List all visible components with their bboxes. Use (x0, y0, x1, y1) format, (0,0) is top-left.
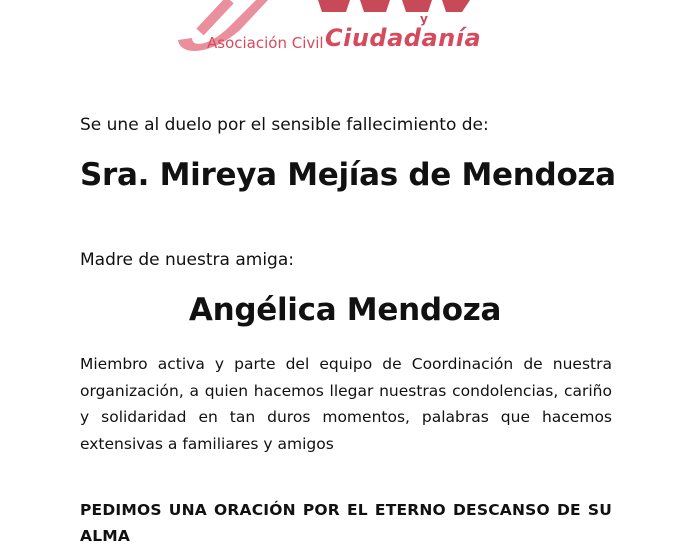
deceased-name: Sra. Mireya Mejías de Mendoza (80, 157, 616, 193)
logo-y-letter: y (420, 12, 428, 26)
logo-subtitle: Asociación Civil (207, 34, 324, 52)
organization-logo (170, 0, 510, 62)
friend-name: Angélica Mendoza (188, 292, 502, 328)
prayer-request: PEDIMOS UNA ORACIÓN POR EL ETERNO DESCANSO DE SU ALMA (80, 501, 612, 545)
tribute-paragraph: Miembro activa y parte del equipo de Coordinación de nuestra organización, a quien hacemos llegar nuestras condolencias, cariño y solidaridad en tan duros momentos, palabras que hacemos extensivas a familiares y amigos (80, 355, 612, 453)
intro-text: Se une al duelo por el sensible fallecimiento de: (80, 115, 489, 135)
logo-brand-name: Ciudadanía (325, 24, 482, 52)
relation-text: Madre de nuestra amiga: (80, 250, 294, 270)
